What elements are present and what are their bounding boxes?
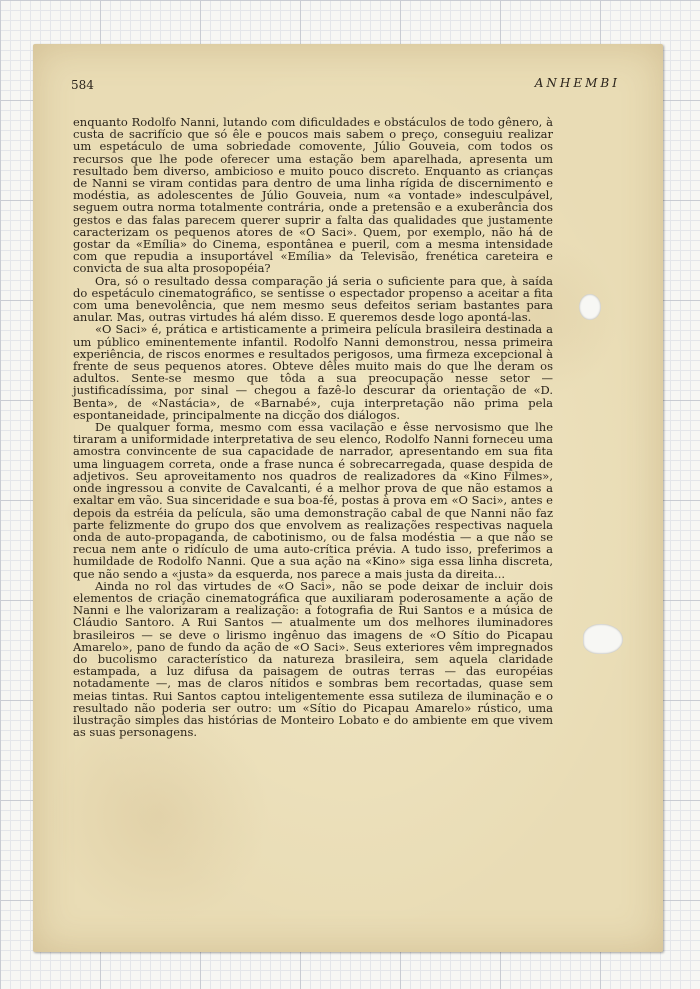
running-head: ANHEMBI [534, 76, 620, 90]
page-number: 584 [71, 78, 94, 92]
paper-hole [583, 624, 623, 654]
paragraph: «O Saci» é, prática e artisticamente a primeira película brasileira destinada a um público eminentemente infantil. Rodolfo Nanni demonstrou, nessa primeira experiência, de riscos enormes e resultados perigosos, uma firmeza excepcional à frente de seus pequenos atores. Obteve dêles muito mais do que lhe deram os adultos. Sente-se mesmo que tôda a sua preocupação nesse setor — justificadíssima, por sinal — chegou a fazê-lo descurar da orientação de «D. Benta», de «Nastácia», de «Barnabé», cuja interpretação não prima pela espontaneidade, principalmente na dicção dos diálogos. [73, 322, 553, 422]
paragraph: Ora, só o resultado dessa comparação já seria o suficiente para que, à saída do espetáculo cinematográfico, se sentisse o espectador propenso a aceitar a fita com uma benevolência, que nem mesmo seus defeitos seriam bastantes para anular. Mas, outras virtudes há além disso. E queremos desde logo apontá-las. [73, 273, 553, 325]
paragraph: De qualquer forma, mesmo com essa vacilação e êsse nervosismo que lhe tiraram a uniformidade interpretativa de seu elenco, Rodolfo Nanni forneceu uma amostra convincente de sua capacidade de narrador, apresentando em sua fita uma linguagem correta, onde a frase nunca é sobrecarregada, quase despida de adjetivos. Seu aproveitamento nos quadros de realizadores da «Kino Filmes», onde ingressou a convite de Cavalcanti, é a melhor prova de que não estamos a exaltar em vão. Sua sinceridade e sua boa-fé, postas à prova em «O Saci», antes e depois da estréia da película, são uma demonstração cabal de que Nanni não faz parte felizmente do grupo dos que envolvem as realizações respectivas naquela onda de auto-propaganda, de cabotinismo, ou de falsa modéstia — a que não se recua nem ante o ridículo de uma auto-crítica prévia. A tudo isso, preferimos a humildade de Rodolfo Nanni. Que a sua ação na «Kino» siga essa linha discreta, que não sendo a «justa» da esquerda, nos parece a mais justa da direita... [73, 420, 553, 581]
paragraph: enquanto Rodolfo Nanni, lutando com dificuldades e obstáculos de todo gênero, à custa de sacrifício que só êle e poucos mais sabem o preço, conseguiu realizar um espetáculo de uma sobriedade comovente, Júlio Gouveia, com todos os recursos que lhe pode oferecer uma estação bem aparelhada, apresenta um resultado bem diverso, ambicioso e muito pouco discreto. Enquanto as crianças de Nanni se viram contidas para dentro de uma linha rígida de discernimento e modéstia, as adolescentes de Júlio Gouveia, num «a vontade» indesculpável, seguem outra norma totalmente contrária, onde a pretensão e a exuberância dos gestos e das falas parecem querer suprir a falta das qualidades que justamente caracterizam os pequenos atores de «O Saci». Quem, por exemplo, não há de gostar da «Emília» do Cinema, espontânea e pueril, com a mesma intensidade com que repudia a insuportável «Emília» da Televisão, frenética careteira e convicta de sua alta prosopopéia? [73, 115, 553, 276]
paragraph: Ainda no rol das virtudes de «O Saci», não se pode deixar de incluir dois elementos de criação cinematográfica que auxiliaram poderosamente a ação de Nanni e lhe valorizaram a realização: a fotografia de Rui Santos e a música de Cláudio Santoro. A Rui Santos — atualmente um dos melhores iluminadores brasileiros — se deve o lirismo ingênuo das imagens de «O Sítio do Picapau Amarelo», pano de fundo da ação de «O Saci». Seus exteriores vêm impregnados do bucolismo característico da natureza brasileira, sem aquela claridade estampada, a luz difusa da paisagem de outras terras — das européias notadamente —, mas de claros nítidos e sombras bem recortadas, quase sem meias tintas. Rui Santos captou inteligentemente essa sutileza de iluminação e o resultado não poderia ser outro: um «Sítio do Picapau Amarelo» rústico, uma ilustração simples das histórias de Monteiro Lobato e do ambiente em que vivem as suas personagens. [73, 578, 553, 740]
article-body [73, 116, 553, 738]
paper-hole [579, 294, 601, 320]
